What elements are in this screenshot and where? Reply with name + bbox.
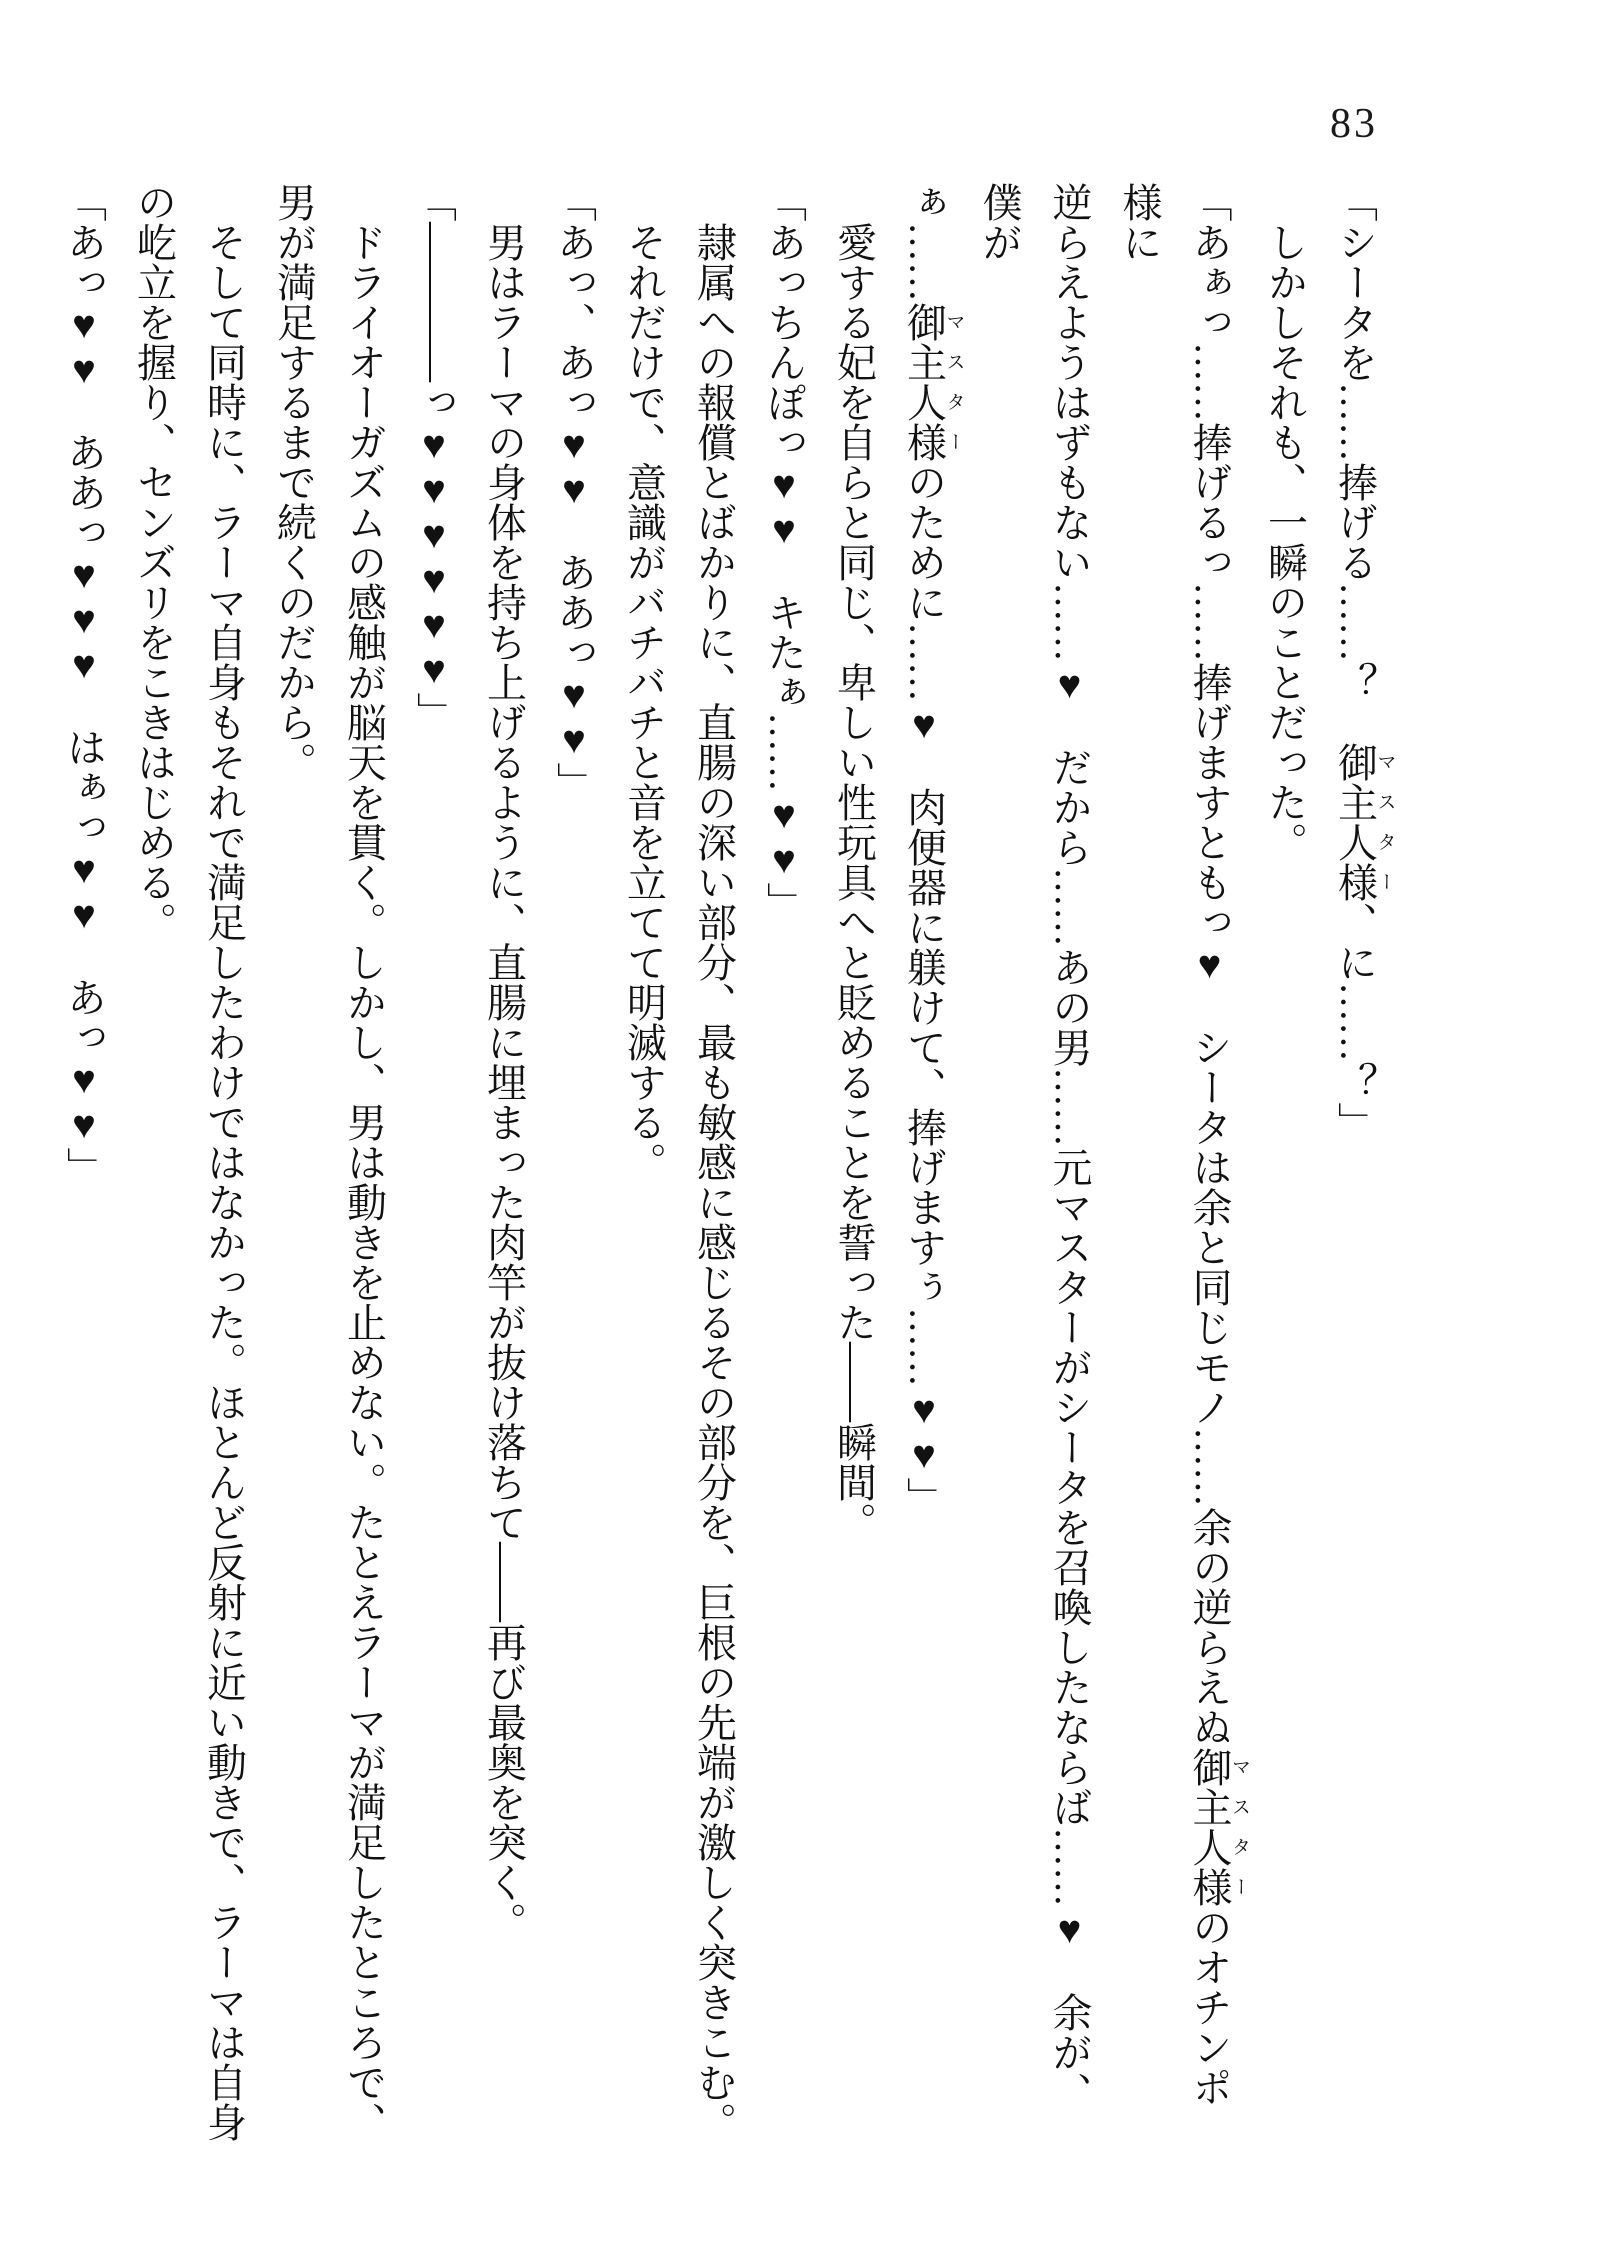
- text-run: 肉便器に躾けて、捧げますぅ……: [901, 747, 947, 1387]
- line-05-dialogue-cont: [889, 182, 965, 2142]
- text-run: のオチンポ様に: [1117, 182, 1232, 2107]
- text-run: だから……あの男……元マスターがシータを召喚したならば……: [1047, 707, 1092, 1907]
- text-run: の屹立を握り、センズリをこきはじめる。: [131, 182, 177, 942]
- text-run: あっ: [61, 937, 107, 1057]
- text-run: 「————っ: [411, 182, 457, 422]
- heart-symbols: ♥♥♥: [61, 552, 107, 687]
- line-10-dialogue: [539, 182, 609, 2142]
- text-run: 男はラーマの身体を持ち上げるように、直腸に埋まった肉竿が抜け落ちて——再び最奥を突く。: [481, 222, 527, 1942]
- line-04-dialogue-cont: [964, 182, 1104, 2142]
- text-run: 逆らえようはずもない……: [1047, 182, 1092, 662]
- heart-symbols: ♥♥: [551, 422, 597, 512]
- heart-symbols: ♥: [1187, 942, 1232, 987]
- text-run: のために……: [901, 462, 947, 702]
- heart-symbols: ♥♥: [551, 672, 597, 762]
- heart-symbols: ♥: [1047, 1907, 1092, 1952]
- heart-symbols: ♥: [901, 702, 947, 747]
- text-run: ああっ: [61, 392, 107, 552]
- text-run: 、に……？」: [1332, 902, 1378, 1142]
- line-01-dialogue: [1320, 182, 1396, 2142]
- text-run: 「あっ: [61, 182, 107, 302]
- text-run: 」: [901, 1477, 947, 1517]
- text-run: 「あっちんぽっ: [761, 182, 807, 462]
- text-run: 愛する妃を自らと同じ、卑しい性玩具へと貶めることを誓った——瞬間。: [831, 222, 877, 1542]
- text-run: しかしそれも、一瞬のことだった。: [1262, 222, 1308, 862]
- text-run: 男が満足するまで続くのだから。: [271, 182, 317, 782]
- line-12-dialogue: [399, 182, 469, 2142]
- ruby-annotation: 御主人様マスター: [1332, 742, 1396, 902]
- text-run: ドライオーガズムの感触が脳天を貫く。しかし、男は動きを止めない。たとえラーマが満足したところで、: [341, 222, 387, 2142]
- heart-symbols: ♥♥: [61, 847, 107, 937]
- text-run: 」: [411, 692, 457, 732]
- line-17-dialogue: [49, 182, 119, 2142]
- text-run: 」: [551, 762, 597, 802]
- line-07-dialogue: [749, 182, 819, 2142]
- text-run: ぁ……: [901, 182, 947, 302]
- line-13-narration: [329, 182, 399, 2142]
- line-02-narration: [1250, 182, 1320, 2142]
- text-run: 「あぁっ……捧げるっ……捧げますともっ: [1187, 182, 1232, 942]
- text-run: そして同時に、ラーマ自身もそれで満足したわけではなかった。ほとんど反射に近い動きで、ラーマは自身: [201, 222, 247, 2142]
- line-11-narration: [469, 182, 539, 2142]
- line-16-narration-cont: [119, 182, 189, 2142]
- line-03-dialogue: [1104, 182, 1250, 2142]
- text-block: [61, 182, 1396, 2142]
- text-run: 「あっ、あっ: [551, 182, 597, 422]
- heart-symbols: ♥♥: [61, 302, 107, 392]
- page-number: 83: [1330, 101, 1378, 147]
- text-run: 「シータを……捧げる……？: [1332, 182, 1378, 742]
- text-run: 」: [61, 1147, 107, 1187]
- line-15-narration: [189, 182, 259, 2142]
- text-run: はぁっ: [61, 687, 107, 847]
- text-run: 隷属への報償とばかりに、直腸の深い部分、最も敏感に感じるその部分を、巨根の先端が激しく突きこむ。: [691, 222, 737, 2142]
- heart-symbols: ♥♥♥♥♥♥: [411, 422, 457, 692]
- line-08-narration: [679, 182, 749, 2142]
- text-run: キたぁ……: [761, 552, 807, 792]
- ruby-annotation: 御主人様マスター: [901, 302, 965, 462]
- text-run: それだけで、意識がバチバチと音を立てて明滅する。: [621, 222, 667, 1182]
- line-14-narration-cont: [259, 182, 329, 2142]
- line-09-narration: [609, 182, 679, 2142]
- ruby-annotation: 御主人様マスター: [1187, 1747, 1250, 1907]
- text-run: シータは余と同じモノ……余の逆らえぬ: [1187, 987, 1232, 1747]
- heart-symbols: ♥♥: [901, 1387, 947, 1477]
- line-06-narration: [819, 182, 889, 2142]
- heart-symbols: ♥♥: [761, 462, 807, 552]
- heart-symbols: ♥♥: [761, 792, 807, 882]
- text-run: ああっ: [551, 512, 597, 672]
- text-run: 余が、僕が: [977, 182, 1092, 2112]
- heart-symbols: ♥♥: [61, 1057, 107, 1147]
- heart-symbols: ♥: [1047, 662, 1092, 707]
- text-run: 」: [761, 882, 807, 922]
